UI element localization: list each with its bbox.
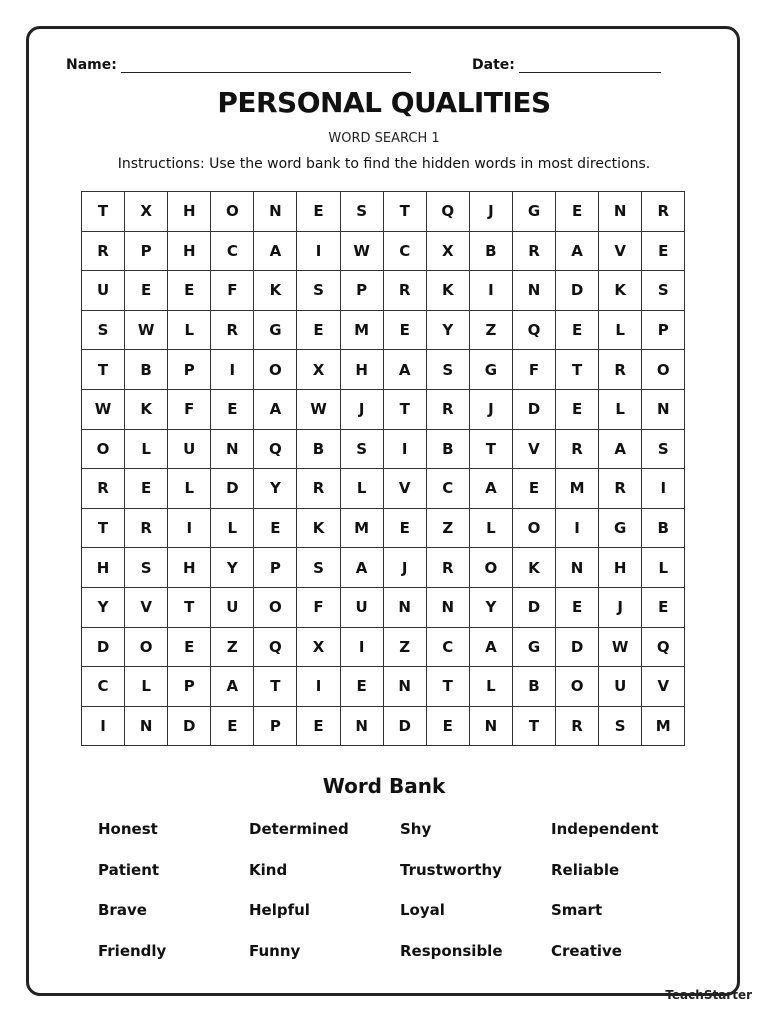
grid-cell[interactable]: R xyxy=(82,469,125,509)
grid-cell[interactable]: Z xyxy=(469,310,512,350)
grid-cell[interactable]: S xyxy=(82,310,125,350)
grid-cell[interactable]: L xyxy=(340,469,383,509)
grid-cell[interactable]: U xyxy=(211,587,254,627)
grid-cell[interactable]: E xyxy=(556,192,599,232)
grid-cell[interactable]: G xyxy=(254,310,297,350)
grid-cell[interactable]: R xyxy=(383,271,426,311)
grid-row xyxy=(82,389,685,429)
grid-cell[interactable]: P xyxy=(254,548,297,588)
grid-cell[interactable]: O xyxy=(211,192,254,232)
grid-cell[interactable]: J xyxy=(469,192,512,232)
word-bank-item: Honest xyxy=(98,820,158,838)
grid-cell[interactable]: O xyxy=(125,627,168,667)
name-field[interactable] xyxy=(66,57,411,73)
grid-cell[interactable]: E xyxy=(168,271,211,311)
grid-cell[interactable]: N xyxy=(254,192,297,232)
grid-cell[interactable]: Y xyxy=(82,587,125,627)
grid-cell[interactable]: M xyxy=(556,469,599,509)
grid-cell[interactable]: P xyxy=(168,667,211,707)
grid-cell[interactable]: D xyxy=(168,706,211,746)
grid-row xyxy=(82,271,685,311)
grid-cell[interactable]: W xyxy=(340,231,383,271)
grid-cell[interactable]: E xyxy=(340,667,383,707)
grid-row xyxy=(82,627,685,667)
grid-cell[interactable]: Q xyxy=(642,627,685,667)
word-bank-item: Responsible xyxy=(400,941,503,960)
grid-cell[interactable]: Y xyxy=(426,310,469,350)
grid-cell[interactable]: C xyxy=(383,231,426,271)
grid-cell[interactable]: R xyxy=(125,508,168,548)
date-field[interactable] xyxy=(472,57,661,73)
grid-row xyxy=(82,350,685,390)
grid-cell[interactable]: B xyxy=(297,429,340,469)
grid-cell[interactable]: P xyxy=(642,310,685,350)
grid-cell[interactable]: I xyxy=(211,350,254,390)
grid-cell[interactable]: D xyxy=(512,389,555,429)
grid-cell[interactable]: L xyxy=(168,469,211,509)
grid-cell[interactable]: L xyxy=(469,667,512,707)
grid-cell[interactable]: Z xyxy=(426,508,469,548)
grid-cell[interactable]: R xyxy=(426,389,469,429)
grid-cell[interactable]: I xyxy=(168,508,211,548)
grid-cell[interactable]: E xyxy=(125,271,168,311)
grid-cell[interactable]: E xyxy=(168,627,211,667)
grid-cell[interactable]: E xyxy=(512,469,555,509)
grid-cell[interactable]: T xyxy=(168,587,211,627)
word-bank-item: Independent xyxy=(551,820,659,838)
grid-cell[interactable]: H xyxy=(168,231,211,271)
grid-cell[interactable]: G xyxy=(599,508,642,548)
grid-cell[interactable]: I xyxy=(556,508,599,548)
grid-cell[interactable]: A xyxy=(556,231,599,271)
word-bank xyxy=(98,820,702,982)
grid-cell[interactable]: G xyxy=(512,627,555,667)
grid-cell[interactable]: U xyxy=(82,271,125,311)
grid-cell[interactable]: E xyxy=(556,389,599,429)
grid-cell[interactable]: C xyxy=(426,469,469,509)
grid-cell[interactable]: J xyxy=(383,548,426,588)
grid-cell[interactable]: A xyxy=(469,627,512,667)
brand-mark-icon xyxy=(645,994,661,996)
grid-cell[interactable]: D xyxy=(82,627,125,667)
grid-cell[interactable]: R xyxy=(599,350,642,390)
grid-cell[interactable]: Z xyxy=(383,627,426,667)
grid-cell[interactable]: Q xyxy=(254,627,297,667)
word-bank-item: Loyal xyxy=(400,901,445,919)
grid-cell[interactable]: N xyxy=(642,389,685,429)
grid-cell[interactable]: A xyxy=(340,548,383,588)
grid-cell[interactable]: Q xyxy=(426,192,469,232)
grid-cell[interactable]: O xyxy=(642,350,685,390)
word-bank-item: Trustworthy xyxy=(400,860,502,879)
word-bank-title: Word Bank xyxy=(322,774,446,798)
page-title: PERSONAL QUALITIES xyxy=(217,86,551,119)
grid-cell[interactable]: E xyxy=(254,508,297,548)
word-bank-item: Smart xyxy=(551,901,603,919)
word-bank-item: Kind xyxy=(249,860,288,879)
grid-cell[interactable]: R xyxy=(297,469,340,509)
grid-row xyxy=(82,667,685,707)
grid-cell[interactable]: T xyxy=(82,508,125,548)
grid-cell[interactable]: R xyxy=(599,469,642,509)
grid-cell[interactable]: S xyxy=(642,429,685,469)
grid-cell[interactable]: F xyxy=(168,389,211,429)
grid-cell[interactable]: I xyxy=(297,231,340,271)
grid-cell[interactable]: A xyxy=(211,667,254,707)
word-bank-item: Determined xyxy=(249,820,349,838)
grid-cell[interactable]: I xyxy=(383,429,426,469)
grid-cell[interactable]: F xyxy=(297,587,340,627)
grid-cell[interactable]: L xyxy=(599,310,642,350)
grid-cell[interactable]: T xyxy=(383,389,426,429)
grid-cell[interactable]: M xyxy=(642,706,685,746)
grid-cell[interactable]: E xyxy=(125,469,168,509)
grid-row xyxy=(82,469,685,509)
grid-cell[interactable]: E xyxy=(211,389,254,429)
grid-cell[interactable]: S xyxy=(340,429,383,469)
grid-cell[interactable]: O xyxy=(469,548,512,588)
brand-name: TeachStarter xyxy=(665,988,752,1002)
grid-cell[interactable]: H xyxy=(82,548,125,588)
grid-cell[interactable]: L xyxy=(642,548,685,588)
grid-cell[interactable]: R xyxy=(642,192,685,232)
grid-cell[interactable]: N xyxy=(599,192,642,232)
grid-cell[interactable]: O xyxy=(556,667,599,707)
grid-cell[interactable]: B xyxy=(426,429,469,469)
grid-cell[interactable]: D xyxy=(211,469,254,509)
grid-cell[interactable]: E xyxy=(556,310,599,350)
grid-cell[interactable]: F xyxy=(211,271,254,311)
grid-cell[interactable]: P xyxy=(340,271,383,311)
grid-cell[interactable]: H xyxy=(168,548,211,588)
grid-cell[interactable]: N xyxy=(340,706,383,746)
grid-cell[interactable]: K xyxy=(297,508,340,548)
grid-cell[interactable]: I xyxy=(642,469,685,509)
word-bank-item: Helpful xyxy=(249,901,310,919)
grid-cell[interactable]: E xyxy=(297,192,340,232)
grid-cell[interactable]: B xyxy=(642,508,685,548)
grid-cell[interactable]: J xyxy=(340,389,383,429)
grid-cell[interactable]: N xyxy=(426,587,469,627)
grid-cell[interactable]: O xyxy=(512,508,555,548)
grid-cell[interactable]: R xyxy=(556,706,599,746)
grid-cell[interactable]: R xyxy=(556,429,599,469)
grid-cell[interactable]: E xyxy=(642,587,685,627)
grid-row xyxy=(82,192,685,232)
grid-cell[interactable]: E xyxy=(297,310,340,350)
name-label: Name: xyxy=(66,57,117,73)
grid-cell[interactable]: E xyxy=(426,706,469,746)
grid-cell[interactable]: N xyxy=(125,706,168,746)
grid-cell[interactable]: S xyxy=(340,192,383,232)
grid-cell[interactable]: Q xyxy=(254,429,297,469)
grid-cell[interactable]: L xyxy=(211,508,254,548)
grid-cell[interactable]: N xyxy=(512,271,555,311)
grid-cell[interactable]: S xyxy=(642,271,685,311)
grid-cell[interactable]: S xyxy=(426,350,469,390)
grid-cell[interactable]: C xyxy=(211,231,254,271)
grid-row xyxy=(82,310,685,350)
grid-cell[interactable]: Y xyxy=(211,548,254,588)
word-search-grid[interactable] xyxy=(81,191,685,746)
grid-cell[interactable]: P xyxy=(254,706,297,746)
grid-cell[interactable]: E xyxy=(211,706,254,746)
grid-cell[interactable]: P xyxy=(125,231,168,271)
grid-cell[interactable]: N xyxy=(383,667,426,707)
word-bank-item: Friendly xyxy=(98,941,167,960)
grid-cell[interactable]: L xyxy=(125,429,168,469)
grid-row xyxy=(82,706,685,746)
grid-cell[interactable]: G xyxy=(512,192,555,232)
grid-cell[interactable]: I xyxy=(340,627,383,667)
grid-cell[interactable]: X xyxy=(125,192,168,232)
grid-cell[interactable]: A xyxy=(254,389,297,429)
word-bank-item: Shy xyxy=(400,820,432,838)
word-bank-item: Funny xyxy=(249,941,301,960)
grid-cell[interactable]: O xyxy=(254,587,297,627)
grid-cell[interactable]: T xyxy=(512,706,555,746)
grid-cell[interactable]: H xyxy=(599,548,642,588)
grid-cell[interactable]: L xyxy=(125,667,168,707)
grid-cell[interactable]: K xyxy=(125,389,168,429)
grid-cell[interactable]: K xyxy=(254,271,297,311)
grid-row xyxy=(82,548,685,588)
grid-cell[interactable]: G xyxy=(469,350,512,390)
date-line[interactable] xyxy=(519,58,661,73)
grid-cell[interactable]: T xyxy=(556,350,599,390)
word-bank-item: Reliable xyxy=(551,860,620,879)
grid-cell[interactable]: W xyxy=(82,389,125,429)
grid-cell[interactable]: N xyxy=(383,587,426,627)
grid-cell[interactable]: T xyxy=(254,667,297,707)
grid-cell[interactable]: S xyxy=(297,271,340,311)
grid-cell[interactable]: M xyxy=(340,508,383,548)
grid-cell[interactable]: I xyxy=(82,706,125,746)
grid-cell[interactable]: U xyxy=(168,429,211,469)
grid-cell[interactable]: M xyxy=(340,310,383,350)
grid-cell[interactable]: D xyxy=(556,271,599,311)
grid-cell[interactable]: L xyxy=(469,508,512,548)
grid-cell[interactable]: E xyxy=(642,231,685,271)
grid-cell[interactable]: P xyxy=(168,350,211,390)
grid-cell[interactable]: V xyxy=(642,667,685,707)
grid-cell[interactable]: H xyxy=(168,192,211,232)
word-bank-item: Patient xyxy=(98,860,160,879)
grid-cell[interactable]: X xyxy=(426,231,469,271)
grid-cell[interactable]: Y xyxy=(254,469,297,509)
grid-cell[interactable]: E xyxy=(556,587,599,627)
grid-cell[interactable]: B xyxy=(512,667,555,707)
grid-row xyxy=(82,231,685,271)
grid-cell[interactable]: T xyxy=(383,192,426,232)
grid-cell[interactable]: U xyxy=(599,667,642,707)
grid-cell[interactable]: Z xyxy=(211,627,254,667)
grid-cell[interactable]: T xyxy=(82,350,125,390)
grid-cell[interactable]: V xyxy=(383,469,426,509)
grid-cell[interactable]: E xyxy=(383,508,426,548)
grid-cell[interactable]: L xyxy=(168,310,211,350)
grid-cell[interactable]: T xyxy=(426,667,469,707)
grid-cell[interactable]: K xyxy=(426,271,469,311)
grid-row xyxy=(82,429,685,469)
grid-cell[interactable]: A xyxy=(254,231,297,271)
grid-cell[interactable]: Y xyxy=(469,587,512,627)
page-subtitle: WORD SEARCH 1 xyxy=(328,131,440,146)
grid-cell[interactable]: R xyxy=(211,310,254,350)
grid-cell[interactable]: C xyxy=(426,627,469,667)
grid-cell[interactable]: H xyxy=(340,350,383,390)
grid-cell[interactable]: I xyxy=(297,667,340,707)
grid-cell[interactable]: R xyxy=(426,548,469,588)
grid-cell[interactable]: W xyxy=(125,310,168,350)
grid-cell[interactable]: I xyxy=(469,271,512,311)
grid-cell[interactable]: Q xyxy=(512,310,555,350)
grid-cell[interactable]: L xyxy=(599,389,642,429)
grid-cell[interactable]: V xyxy=(599,231,642,271)
grid-row xyxy=(82,508,685,548)
grid-cell[interactable]: T xyxy=(82,192,125,232)
grid-cell[interactable]: C xyxy=(82,667,125,707)
brand-logo xyxy=(645,988,752,1002)
grid-cell[interactable]: A xyxy=(469,469,512,509)
grid-cell[interactable]: E xyxy=(297,706,340,746)
grid-cell[interactable]: X xyxy=(297,350,340,390)
grid-cell[interactable]: N xyxy=(556,548,599,588)
grid-row xyxy=(82,587,685,627)
grid-cell[interactable]: S xyxy=(297,548,340,588)
grid-cell[interactable]: B xyxy=(469,231,512,271)
grid-cell[interactable]: S xyxy=(125,548,168,588)
grid-cell[interactable]: B xyxy=(125,350,168,390)
grid-cell[interactable]: V xyxy=(512,429,555,469)
grid-cell[interactable]: U xyxy=(340,587,383,627)
grid-cell[interactable]: W xyxy=(297,389,340,429)
grid-cell[interactable]: D xyxy=(383,706,426,746)
date-label: Date: xyxy=(472,57,515,73)
grid-cell[interactable]: J xyxy=(469,389,512,429)
instructions: Instructions: Use the word bank to find the hidden words in most directions. xyxy=(117,156,651,172)
grid-cell[interactable]: W xyxy=(599,627,642,667)
grid-cell[interactable]: F xyxy=(512,350,555,390)
grid-cell[interactable]: T xyxy=(469,429,512,469)
grid-cell[interactable]: D xyxy=(512,587,555,627)
grid-cell[interactable]: O xyxy=(254,350,297,390)
grid-cell[interactable]: K xyxy=(512,548,555,588)
grid-cell[interactable]: R xyxy=(512,231,555,271)
grid-cell[interactable]: R xyxy=(82,231,125,271)
grid-cell[interactable]: K xyxy=(599,271,642,311)
grid-cell[interactable]: O xyxy=(82,429,125,469)
grid-cell[interactable]: A xyxy=(383,350,426,390)
grid-cell[interactable]: N xyxy=(469,706,512,746)
grid-cell[interactable]: V xyxy=(125,587,168,627)
grid-cell[interactable]: N xyxy=(211,429,254,469)
grid-cell[interactable]: J xyxy=(599,587,642,627)
word-bank-item: Creative xyxy=(551,941,622,960)
grid-cell[interactable]: X xyxy=(297,627,340,667)
grid-cell[interactable]: A xyxy=(599,429,642,469)
name-line[interactable] xyxy=(121,58,411,73)
grid-cell[interactable]: E xyxy=(383,310,426,350)
grid-cell[interactable]: S xyxy=(599,706,642,746)
word-bank-item: Brave xyxy=(98,901,147,919)
grid-cell[interactable]: D xyxy=(556,627,599,667)
